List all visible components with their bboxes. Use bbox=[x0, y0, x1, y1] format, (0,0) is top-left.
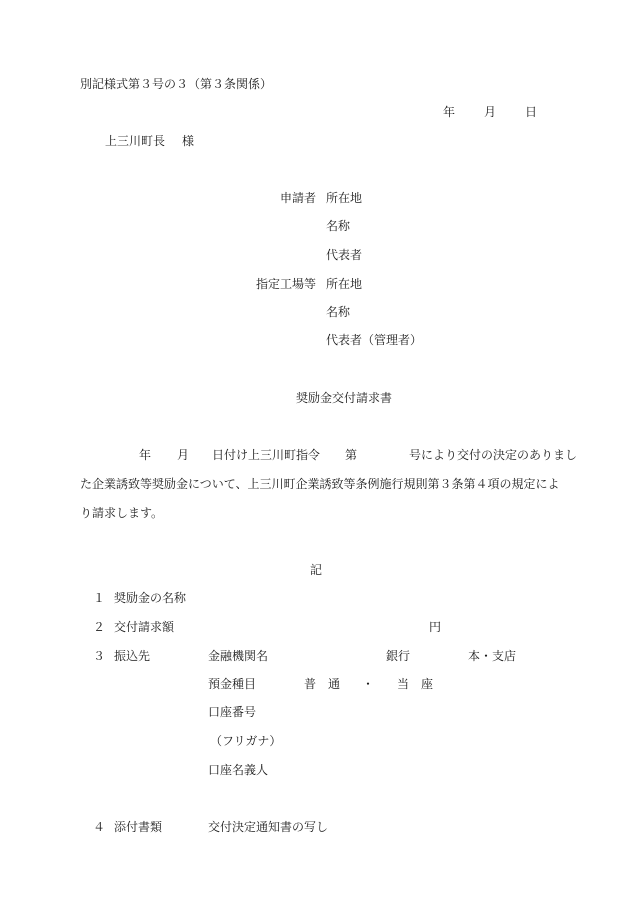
applicant-name-label: 名称 bbox=[326, 219, 351, 233]
applicant-label: 申請者 bbox=[280, 191, 317, 205]
body-number-prefix: 第 bbox=[345, 448, 358, 462]
date-year-label: 年 bbox=[443, 105, 456, 119]
date-month-label: 月 bbox=[484, 105, 497, 119]
body-line3: り請求します。 bbox=[80, 506, 164, 520]
factory-name-label: 名称 bbox=[326, 305, 351, 319]
deposit-toza: 当 座 bbox=[397, 677, 434, 691]
factory-rep-label: 代表者（管理者） bbox=[326, 333, 423, 347]
body-line2: た企業誘致等奨励金について、上三川町企業誘致等条例施行規則第３条第４項の規定によ bbox=[80, 477, 560, 491]
form-number: 別記様式第３号の３（第３条関係） bbox=[80, 77, 273, 91]
item-3-label: 振込先 bbox=[114, 649, 151, 663]
bank-institution-label: 金融機関名 bbox=[208, 649, 269, 663]
account-holder-label: 口座名義人 bbox=[208, 763, 269, 777]
body-line1-rest: 号により交付の決定のありまし bbox=[409, 448, 578, 462]
deposit-futsu: 普 通 bbox=[304, 677, 341, 691]
factory-address-label: 所在地 bbox=[326, 277, 363, 291]
furigana-label: （フリガナ） bbox=[210, 734, 282, 748]
item-4-value: 交付決定通知書の写し bbox=[208, 820, 329, 834]
item-1-label: 奨励金の名称 bbox=[114, 591, 187, 605]
ki-mark: 記 bbox=[310, 563, 323, 577]
date-day-label: 日 bbox=[525, 105, 538, 119]
addressee-honorific: 様 bbox=[182, 134, 195, 148]
branch-suffix: 本・支店 bbox=[468, 649, 517, 663]
deposit-separator: ・ bbox=[362, 677, 375, 691]
item-4-label: 添付書類 bbox=[114, 820, 163, 834]
item-4-number: ４ bbox=[93, 820, 106, 834]
document-title: 奨励金交付請求書 bbox=[296, 391, 393, 405]
item-2-label: 交付請求額 bbox=[114, 620, 175, 634]
body-year: 年 bbox=[139, 448, 152, 462]
applicant-rep-label: 代表者 bbox=[326, 248, 363, 262]
account-number-label: 口座番号 bbox=[208, 705, 257, 719]
item-1-number: １ bbox=[93, 591, 106, 605]
bank-suffix: 銀行 bbox=[386, 649, 411, 663]
factory-label: 指定工場等 bbox=[256, 277, 317, 291]
addressee: 上三川町長 bbox=[105, 134, 166, 148]
item-2-number: ２ bbox=[93, 620, 106, 634]
applicant-address-label: 所在地 bbox=[326, 191, 363, 205]
body-dated: 日付け上三川町指令 bbox=[212, 448, 321, 462]
deposit-type-label: 預金種目 bbox=[208, 677, 257, 691]
item-3-number: ３ bbox=[93, 649, 106, 663]
item-2-unit: 円 bbox=[429, 620, 442, 634]
body-month: 月 bbox=[177, 448, 190, 462]
